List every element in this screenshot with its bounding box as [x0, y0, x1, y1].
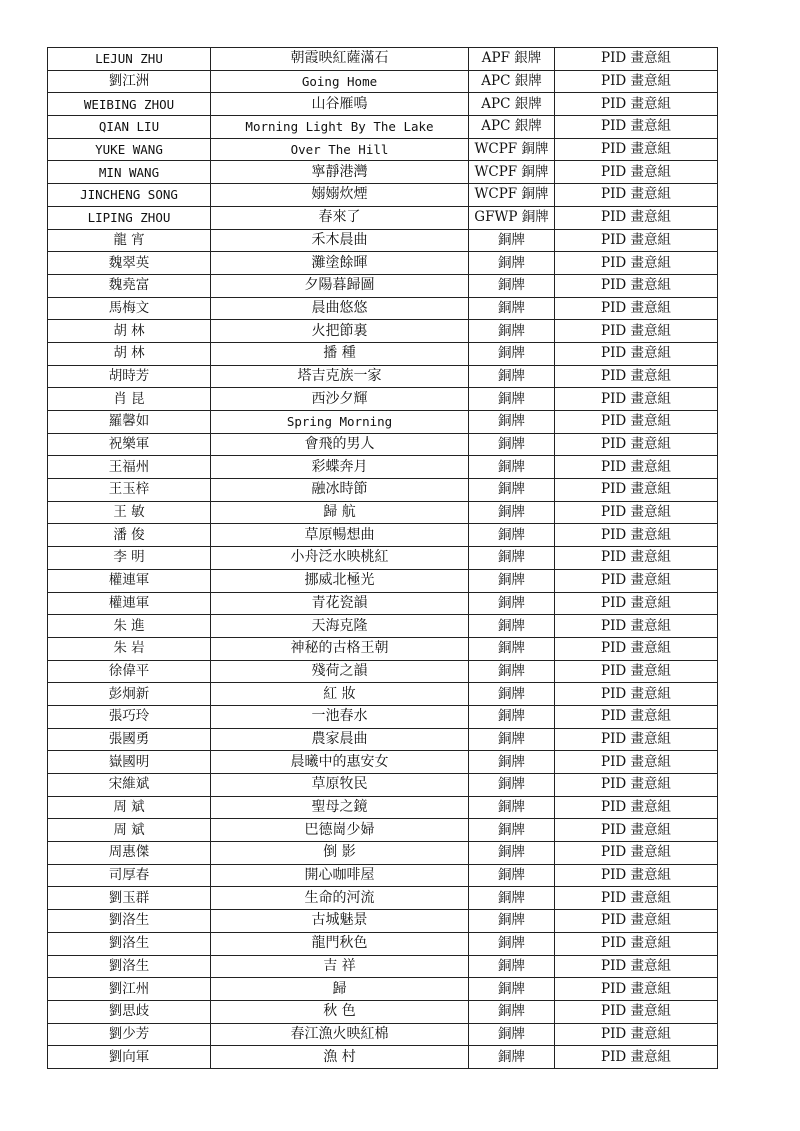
award-cell: 銅牌	[469, 705, 555, 728]
title-cell: 挪威北極光	[211, 569, 469, 592]
award-cell: 銅牌	[469, 456, 555, 479]
title-cell: 塔吉克族一家	[211, 365, 469, 388]
title-cell: 龍門秋色	[211, 932, 469, 955]
award-cell: 銅牌	[469, 910, 555, 933]
group-cell: PID 畫意組	[555, 887, 718, 910]
group-cell: PID 畫意組	[555, 342, 718, 365]
title-cell: 彩蝶奔月	[211, 456, 469, 479]
title-cell: 農家晨曲	[211, 728, 469, 751]
award-cell: 銅牌	[469, 592, 555, 615]
title-cell: 西沙夕輝	[211, 388, 469, 411]
table-row	[48, 501, 718, 524]
author-cell: 胡 林	[48, 320, 211, 343]
title-cell: 火把節裏	[211, 320, 469, 343]
group-cell: PID 畫意組	[555, 842, 718, 865]
table-row	[48, 116, 718, 139]
award-cell: 銅牌	[469, 864, 555, 887]
table-row	[48, 456, 718, 479]
group-cell: PID 畫意組	[555, 751, 718, 774]
award-cell: 銅牌	[469, 569, 555, 592]
table-row	[48, 932, 718, 955]
table-row	[48, 274, 718, 297]
award-cell: 銅牌	[469, 819, 555, 842]
table-row	[48, 683, 718, 706]
group-cell: PID 畫意組	[555, 501, 718, 524]
author-cell: 朱 進	[48, 615, 211, 638]
award-cell: 銅牌	[469, 229, 555, 252]
author-cell: 權連軍	[48, 569, 211, 592]
author-cell: 周 斌	[48, 796, 211, 819]
award-cell: 銅牌	[469, 774, 555, 797]
award-cell: 銅牌	[469, 547, 555, 570]
group-cell: PID 畫意組	[555, 365, 718, 388]
author-cell: QIAN LIU	[48, 116, 211, 139]
group-cell: PID 畫意組	[555, 932, 718, 955]
title-cell: 紅 妝	[211, 683, 469, 706]
author-cell: 劉江洲	[48, 70, 211, 93]
author-cell: 潘 俊	[48, 524, 211, 547]
table-row	[48, 524, 718, 547]
group-cell: PID 畫意組	[555, 864, 718, 887]
group-cell: PID 畫意組	[555, 297, 718, 320]
award-cell: 銅牌	[469, 501, 555, 524]
title-cell: 漁 村	[211, 1046, 469, 1069]
group-cell: PID 畫意組	[555, 547, 718, 570]
group-cell: PID 畫意組	[555, 229, 718, 252]
author-cell: 周 斌	[48, 819, 211, 842]
award-cell: APC 銀牌	[469, 93, 555, 116]
table-row	[48, 774, 718, 797]
group-cell: PID 畫意組	[555, 138, 718, 161]
author-cell: 胡 林	[48, 342, 211, 365]
table-row	[48, 592, 718, 615]
award-cell: 銅牌	[469, 524, 555, 547]
title-cell: Morning Light By The Lake	[211, 116, 469, 139]
award-cell: 銅牌	[469, 479, 555, 502]
table-row	[48, 955, 718, 978]
table-row	[48, 887, 718, 910]
table-row	[48, 796, 718, 819]
group-cell: PID 畫意組	[555, 592, 718, 615]
group-cell: PID 畫意組	[555, 116, 718, 139]
title-cell: 殘荷之韻	[211, 660, 469, 683]
award-cell: APF 銀牌	[469, 48, 555, 71]
table-row	[48, 1000, 718, 1023]
author-cell: 李 明	[48, 547, 211, 570]
title-cell: Going Home	[211, 70, 469, 93]
table-row	[48, 48, 718, 71]
table-row	[48, 637, 718, 660]
author-cell: 徐偉平	[48, 660, 211, 683]
award-cell: 銅牌	[469, 388, 555, 411]
group-cell: PID 畫意組	[555, 320, 718, 343]
author-cell: YUKE WANG	[48, 138, 211, 161]
award-cell: 銅牌	[469, 252, 555, 275]
author-cell: 馬梅文	[48, 297, 211, 320]
table-row	[48, 479, 718, 502]
award-cell: 銅牌	[469, 932, 555, 955]
award-cell: 銅牌	[469, 1000, 555, 1023]
author-cell: 祝樂軍	[48, 433, 211, 456]
table-row	[48, 978, 718, 1001]
award-cell: 銅牌	[469, 955, 555, 978]
title-cell: 春來了	[211, 206, 469, 229]
award-cell: 銅牌	[469, 978, 555, 1001]
author-cell: 司厚春	[48, 864, 211, 887]
group-cell: PID 畫意組	[555, 206, 718, 229]
title-cell: 草原暢想曲	[211, 524, 469, 547]
title-cell: 天海克隆	[211, 615, 469, 638]
group-cell: PID 畫意組	[555, 728, 718, 751]
author-cell: 劉思歧	[48, 1000, 211, 1023]
title-cell: 吉 祥	[211, 955, 469, 978]
group-cell: PID 畫意組	[555, 955, 718, 978]
table-row	[48, 388, 718, 411]
author-cell: 權連軍	[48, 592, 211, 615]
title-cell: 朝霞映紅薩滿石	[211, 48, 469, 71]
title-cell: Over The Hill	[211, 138, 469, 161]
group-cell: PID 畫意組	[555, 1046, 718, 1069]
title-cell: 晨曲悠悠	[211, 297, 469, 320]
award-cell: 銅牌	[469, 887, 555, 910]
title-cell: 小舟泛水映桃紅	[211, 547, 469, 570]
results-table	[47, 47, 718, 1069]
group-cell: PID 畫意組	[555, 1000, 718, 1023]
group-cell: PID 畫意組	[555, 615, 718, 638]
title-cell: 灘塗餘暉	[211, 252, 469, 275]
author-cell: 彭炯新	[48, 683, 211, 706]
author-cell: JINCHENG SONG	[48, 184, 211, 207]
table-row	[48, 1046, 718, 1069]
group-cell: PID 畫意組	[555, 705, 718, 728]
table-row	[48, 365, 718, 388]
author-cell: 王玉梓	[48, 479, 211, 502]
author-cell: MIN WANG	[48, 161, 211, 184]
award-cell: 銅牌	[469, 637, 555, 660]
title-cell: 晨曦中的惠安女	[211, 751, 469, 774]
group-cell: PID 畫意組	[555, 161, 718, 184]
title-cell: 秋 色	[211, 1000, 469, 1023]
award-cell: 銅牌	[469, 1046, 555, 1069]
group-cell: PID 畫意組	[555, 819, 718, 842]
title-cell: 春江漁火映紅棉	[211, 1023, 469, 1046]
author-cell: 劉少芳	[48, 1023, 211, 1046]
author-cell: 王 敏	[48, 501, 211, 524]
table-row	[48, 297, 718, 320]
title-cell: 寧靜港灣	[211, 161, 469, 184]
table-row	[48, 184, 718, 207]
group-cell: PID 畫意組	[555, 184, 718, 207]
group-cell: PID 畫意組	[555, 660, 718, 683]
group-cell: PID 畫意組	[555, 479, 718, 502]
group-cell: PID 畫意組	[555, 274, 718, 297]
table-row	[48, 842, 718, 865]
award-cell: APC 銀牌	[469, 116, 555, 139]
table-row	[48, 819, 718, 842]
title-cell: 生命的河流	[211, 887, 469, 910]
award-cell: 銅牌	[469, 751, 555, 774]
group-cell: PID 畫意組	[555, 456, 718, 479]
title-cell: 融冰時節	[211, 479, 469, 502]
author-cell: 魏堯富	[48, 274, 211, 297]
title-cell: 神秘的古格王朝	[211, 637, 469, 660]
table-row	[48, 93, 718, 116]
title-cell: 古城魅景	[211, 910, 469, 933]
award-cell: 銅牌	[469, 274, 555, 297]
award-cell: 銅牌	[469, 660, 555, 683]
award-cell: 銅牌	[469, 1023, 555, 1046]
table-row	[48, 910, 718, 933]
award-cell: 銅牌	[469, 728, 555, 751]
table-row	[48, 70, 718, 93]
title-cell: 草原牧民	[211, 774, 469, 797]
group-cell: PID 畫意組	[555, 978, 718, 1001]
group-cell: PID 畫意組	[555, 93, 718, 116]
author-cell: 劉玉群	[48, 887, 211, 910]
table-row	[48, 411, 718, 434]
table-row	[48, 206, 718, 229]
title-cell: 歸	[211, 978, 469, 1001]
table-row	[48, 138, 718, 161]
award-cell: WCPF 銅牌	[469, 138, 555, 161]
author-cell: 龍 宵	[48, 229, 211, 252]
title-cell: 嫋嫋炊煙	[211, 184, 469, 207]
table-row	[48, 615, 718, 638]
title-cell: 歸 航	[211, 501, 469, 524]
table-row	[48, 252, 718, 275]
author-cell: 劉洛生	[48, 910, 211, 933]
table-body	[48, 48, 718, 1069]
award-cell: 銅牌	[469, 842, 555, 865]
author-cell: 朱 岩	[48, 637, 211, 660]
author-cell: WEIBING ZHOU	[48, 93, 211, 116]
table-row	[48, 705, 718, 728]
author-cell: 劉江州	[48, 978, 211, 1001]
group-cell: PID 畫意組	[555, 796, 718, 819]
group-cell: PID 畫意組	[555, 433, 718, 456]
group-cell: PID 畫意組	[555, 637, 718, 660]
award-cell: GFWP 銅牌	[469, 206, 555, 229]
group-cell: PID 畫意組	[555, 774, 718, 797]
table-row	[48, 660, 718, 683]
award-cell: APC 銀牌	[469, 70, 555, 93]
author-cell: 王福州	[48, 456, 211, 479]
author-cell: 劉向軍	[48, 1046, 211, 1069]
author-cell: LIPING ZHOU	[48, 206, 211, 229]
award-cell: 銅牌	[469, 365, 555, 388]
author-cell: LEJUN ZHU	[48, 48, 211, 71]
group-cell: PID 畫意組	[555, 910, 718, 933]
group-cell: PID 畫意組	[555, 70, 718, 93]
award-cell: 銅牌	[469, 342, 555, 365]
table-row	[48, 569, 718, 592]
group-cell: PID 畫意組	[555, 1023, 718, 1046]
table-row	[48, 728, 718, 751]
award-cell: 銅牌	[469, 683, 555, 706]
title-cell: 聖母之鏡	[211, 796, 469, 819]
group-cell: PID 畫意組	[555, 252, 718, 275]
title-cell: Spring Morning	[211, 411, 469, 434]
author-cell: 劉洛生	[48, 932, 211, 955]
title-cell: 山谷雁鳴	[211, 93, 469, 116]
author-cell: 肖 昆	[48, 388, 211, 411]
author-cell: 宋維斌	[48, 774, 211, 797]
author-cell: 劉洛生	[48, 955, 211, 978]
title-cell: 禾木晨曲	[211, 229, 469, 252]
title-cell: 巴德崗少婦	[211, 819, 469, 842]
title-cell: 倒 影	[211, 842, 469, 865]
table-row	[48, 547, 718, 570]
award-cell: 銅牌	[469, 320, 555, 343]
award-cell: 銅牌	[469, 411, 555, 434]
title-cell: 一池春水	[211, 705, 469, 728]
table-row	[48, 161, 718, 184]
award-cell: WCPF 銅牌	[469, 161, 555, 184]
author-cell: 張巧玲	[48, 705, 211, 728]
author-cell: 嶽國明	[48, 751, 211, 774]
group-cell: PID 畫意組	[555, 48, 718, 71]
title-cell: 會飛的男人	[211, 433, 469, 456]
award-cell: WCPF 銅牌	[469, 184, 555, 207]
table-row	[48, 320, 718, 343]
award-cell: 銅牌	[469, 297, 555, 320]
award-cell: 銅牌	[469, 796, 555, 819]
group-cell: PID 畫意組	[555, 524, 718, 547]
title-cell: 播 種	[211, 342, 469, 365]
title-cell: 夕陽暮歸圖	[211, 274, 469, 297]
table-row	[48, 864, 718, 887]
table-row	[48, 342, 718, 365]
group-cell: PID 畫意組	[555, 411, 718, 434]
group-cell: PID 畫意組	[555, 683, 718, 706]
group-cell: PID 畫意組	[555, 388, 718, 411]
award-cell: 銅牌	[469, 433, 555, 456]
author-cell: 羅馨如	[48, 411, 211, 434]
author-cell: 周惠傑	[48, 842, 211, 865]
award-cell: 銅牌	[469, 615, 555, 638]
title-cell: 青花瓷韻	[211, 592, 469, 615]
group-cell: PID 畫意組	[555, 569, 718, 592]
author-cell: 胡時芳	[48, 365, 211, 388]
title-cell: 開心咖啡屋	[211, 864, 469, 887]
table-row	[48, 1023, 718, 1046]
table-row	[48, 751, 718, 774]
table-row	[48, 433, 718, 456]
author-cell: 魏翠英	[48, 252, 211, 275]
table-row	[48, 229, 718, 252]
author-cell: 張國勇	[48, 728, 211, 751]
